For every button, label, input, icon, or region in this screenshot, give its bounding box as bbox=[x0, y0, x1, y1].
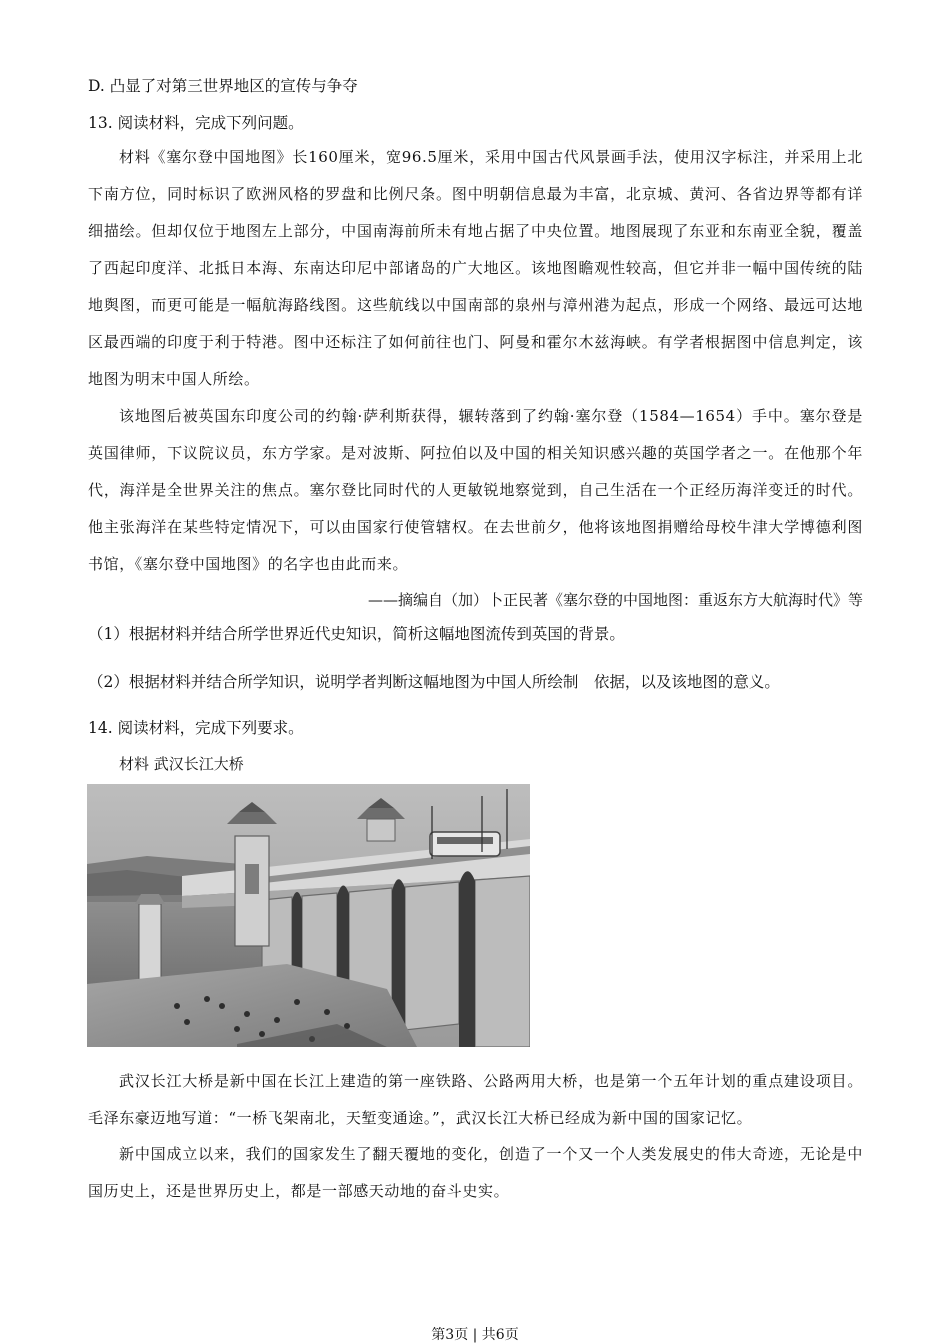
q13-subquestion-1: （1）根据材料并结合所学世界近代史知识，简析这幅地图流传到英国的背景。 bbox=[88, 625, 625, 643]
question-14-heading: 14. 阅读材料，完成下列要求。 bbox=[88, 719, 304, 737]
q14-paragraph-1: 武汉长江大桥是新中国在长江上建造的第一座铁路、公路两用大桥，也是第一个五年计划的重点建设项目。毛泽东豪迈地写道：“一桥飞架南北，天堑变通途。”，武汉长江大桥已经成为新中国的国家记忆。 bbox=[88, 1072, 863, 1127]
option-d: D. 凸显了对第三世界地区的宣传与争夺 bbox=[88, 77, 358, 95]
q14-material-label: 材料 武汉长江大桥 bbox=[119, 755, 244, 773]
q13-subquestion-2: （2）根据材料并结合所学知识，说明学者判断这幅地图为中国人所绘制 依据，以及该地图的意义。 bbox=[88, 673, 780, 691]
q13-source-citation: ——摘编自（加）卜正民著《塞尔登的中国地图：重返东方大航海时代》等 bbox=[367, 591, 863, 609]
q13-material-paragraph-2: 该地图后被英国东印度公司的约翰·萨利斯获得，辗转落到了约翰·塞尔登（1584—1654）手中。塞尔登是英国律师，下议院议员，东方学家。是对波斯、阿拉伯以及中国的相关知识感兴趣的英国学者之一。在他那个年代，海洋是全世界关注的焦点。塞尔登比同时代的人更敏锐地察觉到，自己生活在一个正经历海洋变迁的时代。他主张海洋在某些特定情况下，可以由国家行使管辖权。在去世前夕，他将该地图捐赠给母校牛津大学博德利图书馆，《塞尔登中国地图》的名字也由此而来。 bbox=[88, 407, 863, 573]
wuhan-bridge-photo bbox=[87, 784, 530, 1047]
question-13-heading: 13. 阅读材料，完成下列问题。 bbox=[88, 114, 304, 132]
q14-paragraph-2: 新中国成立以来，我们的国家发生了翻天覆地的变化，创造了一个又一个人类发展史的伟大奇迹，无论是中国历史上，还是世界历史上，都是一部感天动地的奋斗史实。 bbox=[88, 1145, 863, 1200]
page-footer: 第3页 | 共6页 bbox=[431, 1327, 519, 1343]
q13-material-paragraph-1: 材料《塞尔登中国地图》长160厘米，宽96.5厘米，采用中国古代风景画手法，使用汉字标注，并采用上北下南方位，同时标识了欧洲风格的罗盘和比例尺条。图中明朝信息最为丰富，北京城、黄河、各省边界等都有详细描绘。但却仅位于地图左上部分，中国南海前所未有地占据了中央位置。地图展现了东亚和东南亚全貌，覆盖了西起印度洋、北抵日本海、东南达印尼中部诸岛的广大地区。该地图瞻观性较高，但它并非一幅中国传统的陆地舆图，而更可能是一幅航海路线图。这些航线以中国南部的泉州与漳州港为起点，形成一个网络、最远可达地区最西端的印度于利于特港。图中还标注了如何前往也门、阿曼和霍尔木兹海峡。有学者根据图中信息判定，该地图为明末中国人所绘。 bbox=[88, 148, 863, 388]
